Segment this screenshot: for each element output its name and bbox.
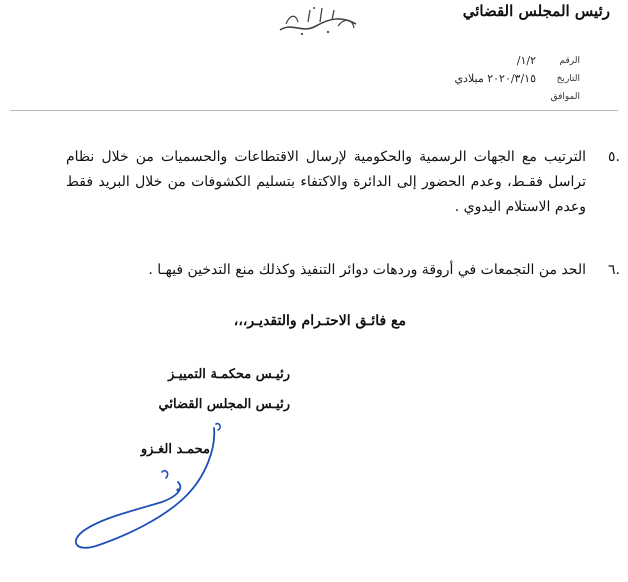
signatory-title-1: رئيـس محكمـة التمييـز [168, 367, 290, 382]
item-number: .٦ [608, 262, 620, 278]
header-divider [10, 110, 618, 111]
item-text: الحد من التجمعات في أروقة وردهات دوائر التنفيذ وكذلك منع التدخين فيهـا . [148, 262, 586, 278]
council-logo [272, 4, 362, 38]
date-value: ٢٠٢٠/٣/١٥ ميلادي [454, 72, 536, 85]
ref-label: الرقم [559, 56, 580, 66]
header-title: رئيس المجلس القضائي [462, 2, 610, 20]
item-number: .٥ [608, 149, 620, 165]
signatory-title-2: رئيـس المجلس القضائي [158, 397, 290, 412]
list-item [66, 145, 620, 220]
handwritten-signature [66, 418, 236, 568]
item-text: الترتيب مع الجهات الرسمية والحكومية لإرسال الاقتطاعات والحسميات من خلال نظام تراسل فقـط، وعدم الحضور إلى الدائرة والاكتفاء بتسليم الكشوفات من خلال البريد فقط وعدم الاستلام اليدوي . [66, 149, 586, 215]
corresponding-date-label: الموافق [550, 92, 580, 102]
list-item [66, 258, 620, 283]
signatory-name: محمـد الغـزو [140, 442, 210, 457]
closing-line: مع فائـق الاحتـرام والتقديـر،،، [233, 313, 406, 329]
ref-value: ١/٢/ [516, 54, 536, 67]
date-label: التاريخ [556, 74, 580, 84]
